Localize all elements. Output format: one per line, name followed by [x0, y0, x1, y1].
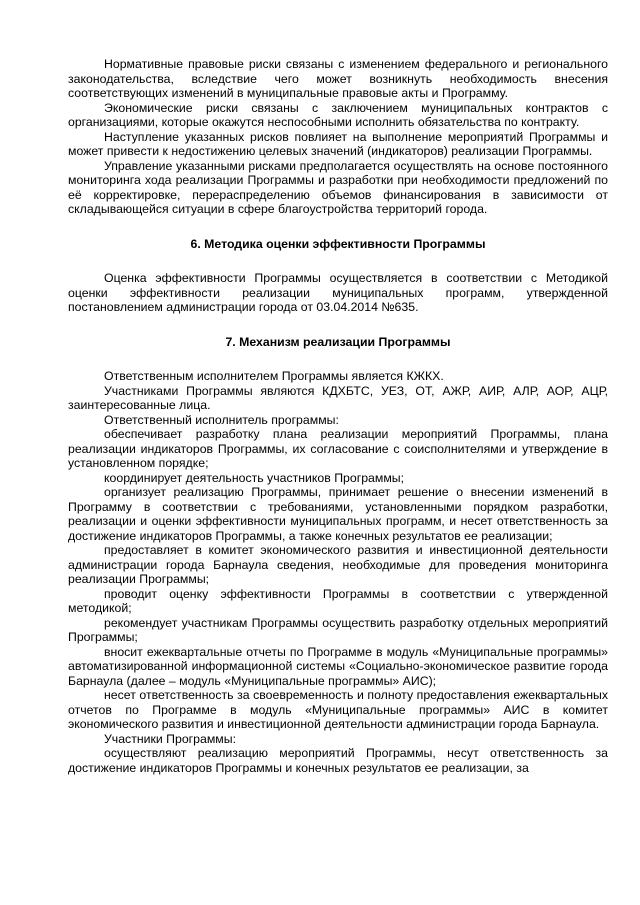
list-item-duty: организует реализацию Программы, принимает решение о внесении изменений в Программу в соответствии с требованиями, установленными порядком разработки, реализации и оценки эффективности муниципальных программ, и несет ответственность за достижение индикаторов Программы, а также конечных результатов ее реализации; — [68, 485, 608, 543]
paragraph-participants-duties-intro: Участники Программы: — [104, 731, 237, 746]
list-item-duty: проводит оценку эффективности Программы в соответствии с утвержденной методикой; — [68, 586, 608, 615]
paragraph-responsible-executor: Ответственным исполнителем Программы является КЖКХ. — [104, 369, 444, 383]
list-item-duty: рекомендует участникам Программы осуществить разработку отдельных мероприятий Программы; — [68, 615, 608, 644]
list-item-duty: координирует деятельность участников Программы; — [104, 470, 405, 485]
paragraph-risk-management: Управление указанными рисками предполагается осуществлять на основе постоянного мониторинга хода реализации Программы и разработки при необходимости предложений по её корректировке, перераспределению объемов финансирования в зависимости от складывающейся ситуации в сфере благоустройства территорий города. — [68, 158, 608, 216]
paragraph-normative-risks: Нормативные правовые риски связаны с изменением федерального и регионального законодательства, вследствие чего может возникнуть необходимость внесения соответствующих изменений в муниципальные правовые акты и Программу. — [68, 57, 608, 100]
list-item-participant-duty: осуществляют реализацию мероприятий Программы, несут ответственность за достижение индикаторов Программы и конечных результатов ее реализации, за — [68, 746, 608, 775]
list-item-duty: обеспечивает разработку плана реализации мероприятий Программы, плана реализации индикаторов Программы, их согласование с соисполнителями и утверждение в установленном порядке; — [68, 427, 608, 470]
paragraph-risk-consequences: Наступление указанных рисков повлияет на выполнение мероприятий Программы и может привести к недостижению целевых значений (индикаторов) реализации Программы. — [68, 129, 608, 158]
section-7-title: 7. Механизм реализации Программы — [225, 334, 451, 349]
list-item-duty: предоставляет в комитет экономического развития и инвестиционной деятельности администрации города Барнаула сведения, необходимые для проведения мониторинга реализации Программы; — [68, 543, 608, 586]
list-item-duty: несет ответственность за своевременность и полноту предоставления ежеквартальных отчетов по Программе в модуль «Муниципальные программы» АИС в комитет экономического развития и инвестиционной деятельности администрации города Барнаула. — [68, 688, 608, 731]
section-6-title: 6. Методика оценки эффективности Программы — [190, 236, 486, 251]
paragraph-executor-duties-intro: Ответственный исполнитель программы: — [104, 412, 339, 427]
paragraph-participants: Участниками Программы являются КДХБТС, УЕЗ, ОТ, АЖР, АИР, АЛР, АОР, АЦР, заинтересованные лица. — [68, 383, 608, 412]
section-6-body — [68, 271, 608, 315]
section-risks — [68, 57, 608, 217]
document-page — [68, 57, 608, 775]
paragraph-economic-risks: Экономические риски связаны с заключением муниципальных контрактов с организациями, которые окажутся неспособными исполнить обязательства по контракту. — [68, 100, 608, 129]
paragraph-efficiency-assessment: Оценка эффективности Программы осуществляется в соответствии с Методикой оценки эффективности реализации муниципальных программ, утвержденной постановлением администрации города от 03.04.2014 №635. — [68, 271, 608, 314]
section-7-body — [68, 369, 608, 775]
list-item-duty: вносит ежеквартальные отчеты по Программе в модуль «Муниципальные программы» автоматизированной информационной системы «Социально-экономическое развитие города Барнаула (далее – модуль «Муниципальные программы» АИС); — [68, 644, 608, 688]
